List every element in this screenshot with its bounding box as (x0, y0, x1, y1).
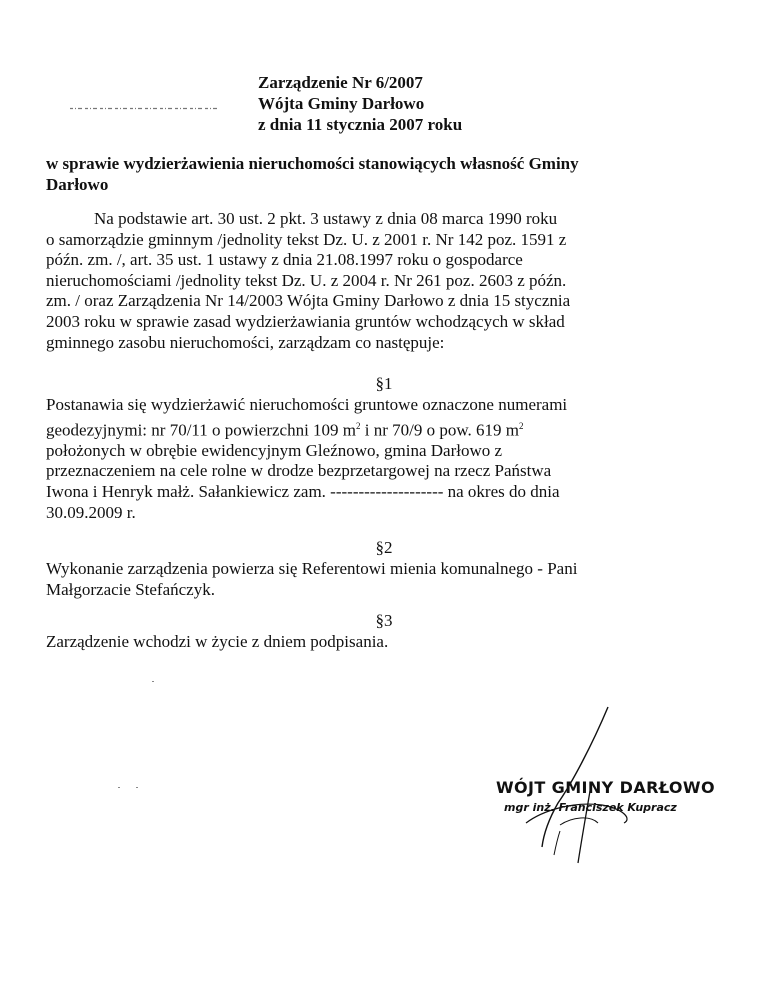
section-2-heading: §2 (375, 538, 393, 557)
section-line: Iwona i Henryk małż. Sałankiewicz zam. -------------------- na okres do dnia (46, 482, 560, 502)
scan-artifact (70, 106, 220, 111)
section-line: Postanawia się wydzierżawić nieruchomości gruntowe oznaczone numerami (46, 395, 568, 414)
section-line: położonych w obrębie ewidencyjnym Gleźnowo, gmina Darłowo z (46, 440, 503, 460)
section-line: geodezyjnymi: nr 70/11 o powierzchni 109 $m^2$ i nr 70/9 o pow. 619 $m^2$ (46, 420, 524, 440)
section-3-heading: §3 (375, 611, 393, 630)
subject (46, 153, 726, 195)
preamble (46, 209, 736, 353)
preamble-line: 2003 roku w sprawie zasad wydzierżawiania gruntów wchodzących w skład (46, 311, 565, 331)
scan-dot (152, 681, 154, 682)
subject-line: Darłowo (46, 175, 109, 194)
scan-dot (118, 787, 120, 788)
section-1-body (46, 395, 736, 523)
preamble-line: o samorządzie gminnym /jednolity tekst Dz. U. z 2001 r. Nr 142 poz. 1591 z (46, 229, 567, 249)
preamble-line: zm. / oraz Zarządzenia Nr 14/2003 Wójta Gminy Darłowo z dnia 15 stycznia (46, 291, 571, 311)
stamp-title: WÓJT GMINY DARŁOWO (496, 778, 715, 797)
superscript: 2 (519, 420, 524, 431)
ordinance-number: Zarządzenie Nr 6/2007 (258, 73, 423, 92)
section-line: Wykonanie zarządzenia powierza się Referentowi mienia komunalnego - Pani (46, 559, 578, 578)
handwritten-signature (520, 705, 660, 865)
subject-line: w sprawie wydzierżawienia nieruchomości stanowiących własność Gminy (46, 154, 579, 173)
section-3-body (46, 632, 736, 653)
scan-dot (136, 787, 138, 788)
preamble-line: gminnego zasobu nieruchomości, zarządzam co następuje: (46, 332, 445, 352)
section-1-heading: §1 (375, 374, 393, 393)
section-line: Zarządzenie wchodzi w życie z dniem podpisania. (46, 632, 389, 651)
section-line: Małgorzacie Stefańczyk. (46, 579, 215, 599)
preamble-line: późn. zm. /, art. 35 ust. 1 ustawy z dnia 21.08.1997 roku o gospodarce (46, 250, 523, 270)
section-2-body (46, 559, 736, 600)
document-header (258, 72, 462, 135)
stamp-name: mgr inż. Franciszek Kupracz (504, 801, 677, 814)
superscript: 2 (356, 420, 361, 431)
preamble-line: nieruchomościami /jednolity tekst Dz. U. z 2004 r. Nr 261 poz. 2603 z późn. (46, 270, 567, 290)
section-line: 30.09.2009 r. (46, 502, 136, 522)
issue-date: z dnia 11 stycznia 2007 roku (258, 115, 463, 134)
section-line: przeznaczeniem na cele rolne w drodze bezprzetargowej na rzecz Państwa (46, 461, 552, 481)
issuer: Wójta Gminy Darłowo (258, 94, 425, 113)
preamble-line: Na podstawie art. 30 ust. 2 pkt. 3 ustawy z dnia 08 marca 1990 roku (94, 209, 558, 228)
